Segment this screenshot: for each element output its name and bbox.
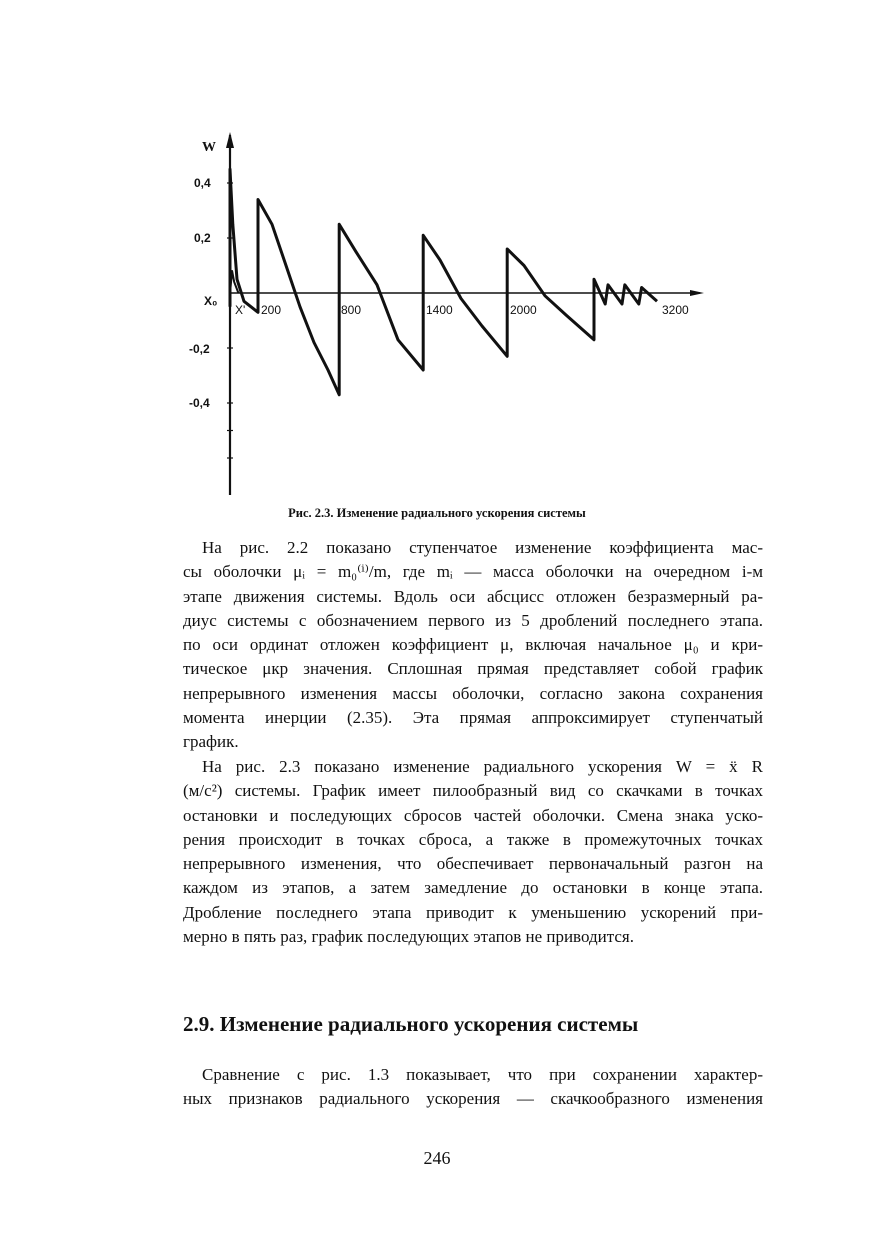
- text-line: ных признаков радиального ускорения — скачкообразного изменения: [183, 1089, 763, 1109]
- text-line: тическое μкр значения. Сплошная прямая представляет собой график: [183, 659, 763, 679]
- x-tick-label: X': [235, 303, 246, 317]
- text-line: Дробление последнего этапа приводит к уменьшению ускорений при-: [183, 902, 763, 922]
- paragraph-3: [183, 1063, 763, 1112]
- text-line: рения происходит в точках сброса, а также в промежуточных точках: [183, 829, 763, 849]
- page-number: 246: [423, 1148, 451, 1168]
- text-line: каждом из этапов, а затем замедление до остановки в конце этапа.: [183, 878, 763, 898]
- radial-acceleration-chart: [0, 0, 874, 520]
- x-tick-label: 200: [261, 303, 282, 317]
- text-line: сы оболочки μᵢ = m₀⁽ⁱ⁾/m, где mᵢ — масса оболочки на очередном i-м: [183, 562, 763, 582]
- y-axis-label: W: [202, 140, 216, 155]
- x-tick-label: 3200: [662, 303, 689, 317]
- text-line: На рис. 2.2 показано ступенчатое изменение коэффициента мас-: [202, 538, 763, 557]
- y-tick-label: -0,2: [189, 342, 210, 356]
- text-line: непрерывного изменения массы оболочки, согласно закона сохранения: [183, 683, 763, 703]
- x-axis-arrow: [690, 290, 704, 296]
- text-line: мерно в пять раз, график последующих этапов не приводится.: [183, 927, 634, 947]
- text-line: этапе движения системы. Вдоль оси абсцисс отложен безразмерный ра-: [183, 586, 763, 606]
- y-tick-label: 0,2: [194, 231, 211, 245]
- text-line: остановки и последующих сбросов частей оболочки. Смена знака уско-: [183, 805, 763, 825]
- text-line: диус системы с обозначением первого из 5 дроблений последнего этапа.: [183, 610, 763, 630]
- text-line: момента инерции (2.35). Эта прямая аппроксимирует ступенчатый: [183, 708, 763, 728]
- paragraph-2: [183, 755, 763, 949]
- text-line: (м/с²) системы. График имеет пилообразный вид со скачками в точках: [183, 781, 763, 801]
- y-tick-label: -0,4: [189, 396, 210, 410]
- text-line: На рис. 2.3 показано изменение радиального ускорения W = ẍ R: [202, 757, 763, 776]
- figure-caption: Рис. 2.3. Изменение радиального ускорения системы: [288, 506, 586, 520]
- section-heading: 2.9. Изменение радиального ускорения системы: [183, 1012, 639, 1036]
- x-tick-label: 800: [341, 303, 362, 317]
- y-tick-label: X₀: [204, 294, 218, 308]
- y-tick-label: 0,4: [194, 176, 211, 190]
- series-line-W: [230, 169, 657, 394]
- paragraph-1: [183, 536, 763, 755]
- x-tick-label: 2000: [510, 303, 537, 317]
- text-line: график.: [183, 732, 239, 752]
- x-tick-label: 1400: [426, 303, 453, 317]
- text-line: Сравнение с рис. 1.3 показывает, что при сохранении характер-: [202, 1065, 763, 1084]
- text-line: непрерывного изменения, что обеспечивает первоначальный разгон на: [183, 854, 763, 874]
- text-line: по оси ординат отложен коэффициент μ, включая начальное μ₀ и кри-: [183, 635, 763, 655]
- y-axis-arrow: [226, 132, 234, 148]
